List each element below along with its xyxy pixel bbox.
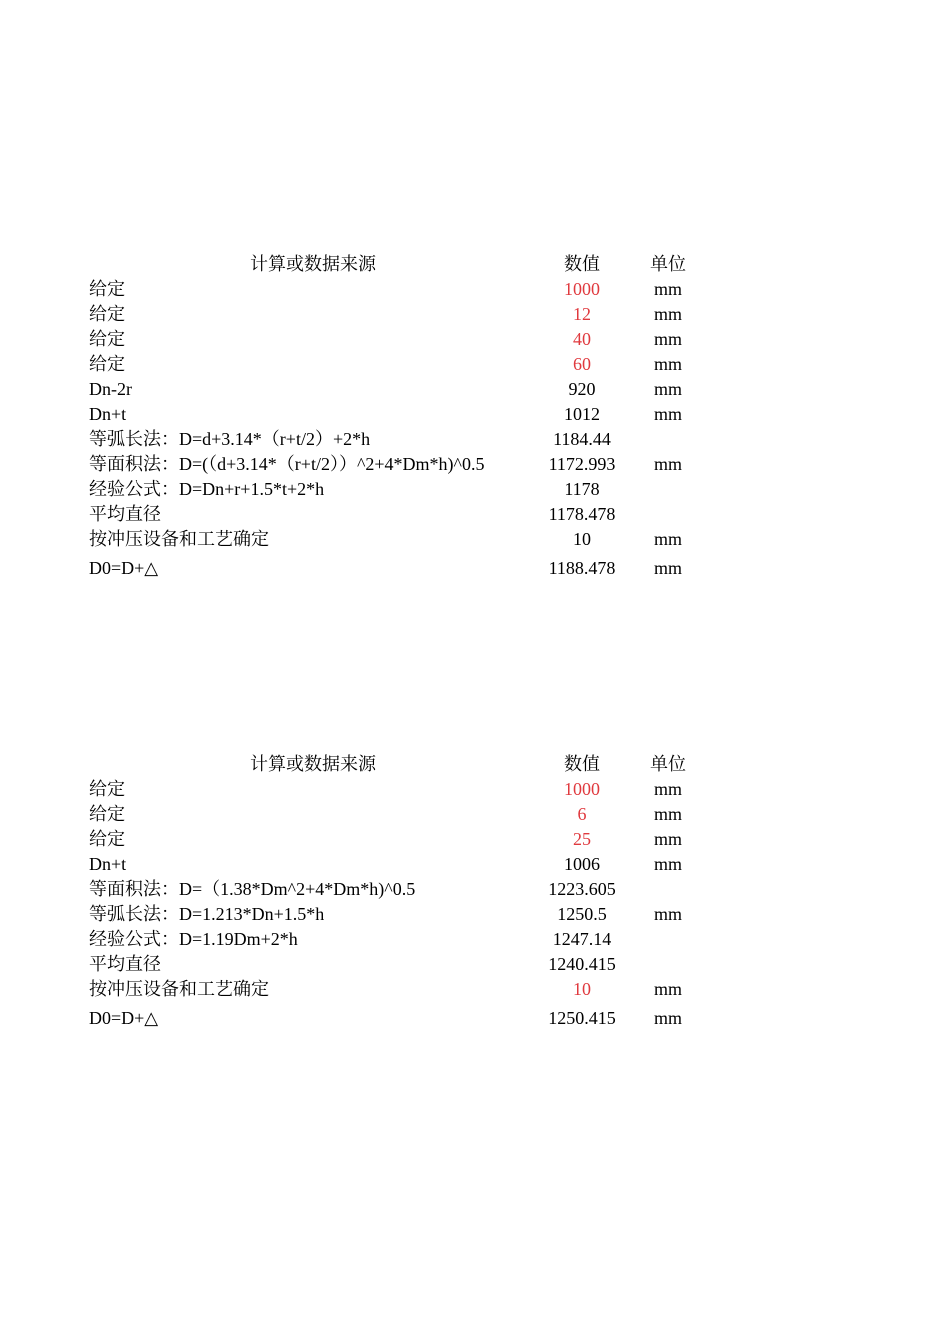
row-value: 1006	[564, 854, 600, 874]
row-unit: mm	[653, 854, 682, 874]
header-value: 数值	[564, 754, 600, 774]
row-unit: mm	[653, 904, 682, 924]
table-row	[89, 327, 709, 352]
row-value: 60	[573, 354, 591, 374]
row-unit: mm	[653, 404, 682, 424]
row-value: 1250.415	[548, 1008, 616, 1028]
table-row	[89, 302, 709, 327]
row-unit: mm	[653, 529, 682, 549]
row-source: 给定	[89, 279, 125, 299]
row-unit: mm	[653, 329, 682, 349]
calculation-table-1	[89, 252, 709, 582]
row-source: 给定	[89, 354, 125, 374]
row-value: 1178.478	[548, 504, 616, 524]
row-source: 平均直径	[89, 504, 161, 524]
row-source: 给定	[89, 779, 125, 799]
row-unit: mm	[653, 279, 682, 299]
header-unit: 单位	[650, 254, 686, 274]
header-source: 计算或数据来源	[250, 754, 376, 774]
row-value: 25	[573, 829, 591, 849]
row-source: 经验公式：D=Dn+r+1.5*t+2*h	[89, 479, 325, 499]
table-row	[89, 902, 709, 927]
table-row	[89, 877, 709, 902]
table-row	[89, 452, 709, 477]
row-value: 1178	[564, 479, 600, 499]
table-row	[89, 502, 709, 527]
row-value: 1000	[564, 279, 600, 299]
row-unit: mm	[653, 804, 682, 824]
row-value: 12	[573, 304, 591, 324]
table-header	[89, 752, 709, 777]
row-value: 1188.478	[548, 558, 616, 578]
row-value: 920	[568, 379, 596, 399]
row-source: Dn+t	[89, 404, 127, 424]
row-source: 等面积法：D=(（d+3.14*（r+t/2））^2+4*Dm*h)^0.5	[89, 454, 485, 474]
calculation-table-2	[89, 752, 709, 1032]
row-unit: mm	[653, 779, 682, 799]
row-source: 给定	[89, 804, 125, 824]
row-value: 1247.14	[552, 929, 612, 949]
row-unit: mm	[653, 454, 682, 474]
row-source: 给定	[89, 304, 125, 324]
table-row	[89, 827, 709, 852]
row-unit: mm	[653, 354, 682, 374]
row-unit: mm	[653, 829, 682, 849]
row-value: 6	[577, 804, 587, 824]
table-header	[89, 252, 709, 277]
row-value: 1240.415	[548, 954, 616, 974]
table-row	[89, 952, 709, 977]
table-row	[89, 377, 709, 402]
row-value: 1012	[564, 404, 600, 424]
row-value: 1172.993	[548, 454, 616, 474]
row-source: D0=D+△	[89, 1008, 159, 1028]
table-row	[89, 802, 709, 827]
row-source: 经验公式：D=1.19Dm+2*h	[89, 929, 298, 949]
table-row	[89, 777, 709, 802]
header-value: 数值	[564, 254, 600, 274]
row-unit: mm	[653, 558, 682, 578]
table-row	[89, 977, 709, 1002]
row-value: 40	[573, 329, 591, 349]
row-source: 等弧长法：D=1.213*Dn+1.5*h	[89, 904, 325, 924]
row-source: 按冲压设备和工艺确定	[89, 529, 269, 549]
row-source: 等面积法：D=（1.38*Dm^2+4*Dm*h)^0.5	[89, 879, 416, 899]
table-row	[89, 427, 709, 452]
row-value: 1250.5	[557, 904, 607, 924]
table-row	[89, 277, 709, 302]
row-source: 给定	[89, 829, 125, 849]
row-source: 给定	[89, 329, 125, 349]
header-unit: 单位	[650, 754, 686, 774]
row-source: 按冲压设备和工艺确定	[89, 979, 269, 999]
table-row	[89, 927, 709, 952]
row-unit: mm	[653, 1008, 682, 1028]
table-row	[89, 477, 709, 502]
table-row	[89, 402, 709, 427]
row-value: 1223.605	[548, 879, 616, 899]
row-value: 1000	[564, 779, 600, 799]
row-source: Dn+t	[89, 854, 127, 874]
row-value: 1184.44	[553, 429, 611, 449]
row-source: D0=D+△	[89, 558, 159, 578]
row-unit: mm	[653, 379, 682, 399]
row-value: 10	[573, 979, 591, 999]
row-value: 10	[573, 529, 591, 549]
table-row	[89, 852, 709, 877]
row-unit: mm	[653, 979, 682, 999]
table-row	[89, 1002, 709, 1032]
row-source: Dn-2r	[89, 379, 132, 399]
row-source: 平均直径	[89, 954, 161, 974]
row-unit: mm	[653, 304, 682, 324]
table-row	[89, 552, 709, 582]
table-row	[89, 527, 709, 552]
table-row	[89, 352, 709, 377]
header-source: 计算或数据来源	[250, 254, 376, 274]
row-source: 等弧长法：D=d+3.14*（r+t/2）+2*h	[89, 429, 371, 449]
